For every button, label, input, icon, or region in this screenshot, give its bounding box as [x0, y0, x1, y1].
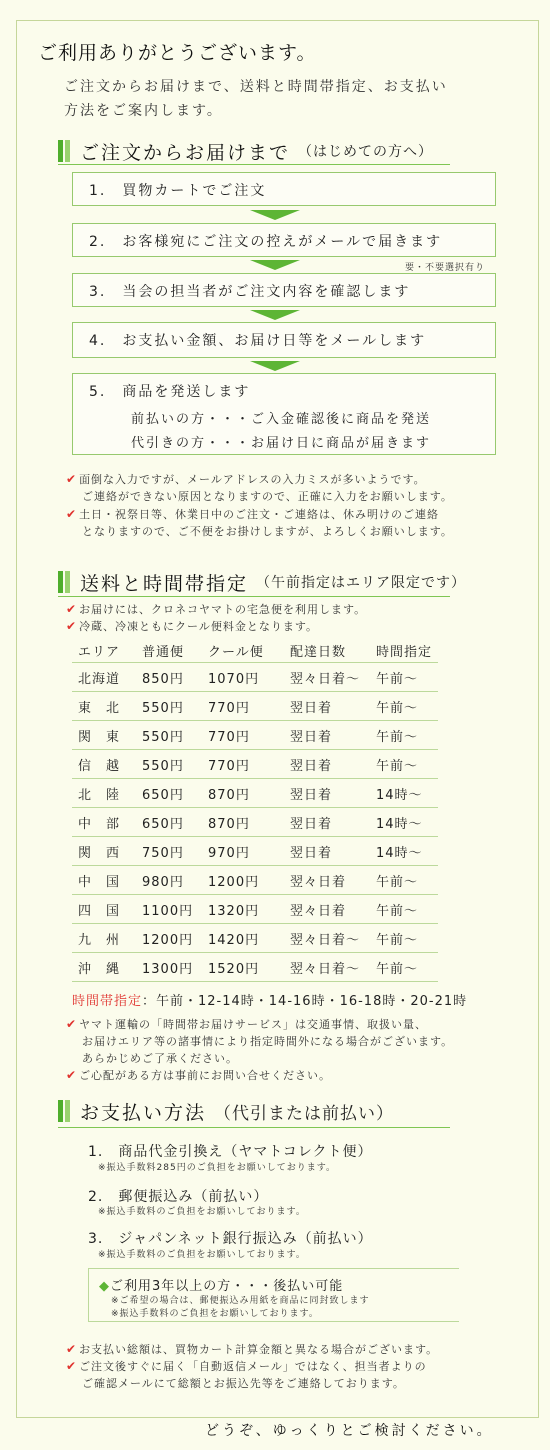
method-text: 郵便振込み（前払い） — [118, 1189, 269, 1205]
delivery-days-cell: 翌日着 — [290, 692, 376, 721]
note-line: 冷蔵、冷凍ともにクール便料金となります。 — [79, 620, 318, 633]
regular-fee-cell: 1200円 — [142, 924, 208, 953]
step-2-note: 要・不要選択有り — [405, 263, 486, 273]
method-text: ジャパンネット銀行振込み（前払い） — [118, 1231, 373, 1247]
divider — [58, 596, 450, 597]
check-icon: ✔ — [66, 619, 78, 633]
cool-fee-cell: 1520円 — [208, 953, 290, 982]
step-5-sub-1: 前払いの方・・・ご入金確認後に商品を発送 — [131, 412, 432, 427]
note-line: あらかじめご了承ください。 — [82, 1052, 238, 1065]
deferred-payment-box — [88, 1268, 459, 1322]
area-cell: 沖 縄 — [72, 953, 142, 982]
note-line: ご注文後すぐに届く「自動返信メール」ではなく、担当者よりの — [79, 1360, 427, 1373]
delivery-days-cell: 翌々日着〜 — [290, 924, 376, 953]
deferred-payment-title — [99, 1275, 343, 1294]
deferred-payment-note-2: ※振込手数料のご負担をお願いしております。 — [111, 1309, 319, 1319]
delivery-days-cell: 翌日着 — [290, 779, 376, 808]
time-slot-cell: 午前〜 — [376, 750, 438, 779]
table-row — [72, 721, 438, 750]
heading-bar-icon — [58, 140, 63, 162]
cool-fee-cell: 770円 — [208, 750, 290, 779]
note-line: ヤマト運輸の「時間帯お届けサービス」は交通事情、取扱い量、 — [79, 1018, 428, 1031]
regular-fee-cell: 1300円 — [142, 953, 208, 982]
area-cell: 中 部 — [72, 808, 142, 837]
regular-fee-cell: 750円 — [142, 837, 208, 866]
step-text: 当会の担当者がご注文内容を確認します — [122, 284, 411, 300]
intro-line-1: ご注文からお届けまで、送料と時間帯指定、お支払い — [64, 79, 448, 95]
heading-bar-icon — [58, 571, 63, 593]
method-text: 商品代金引換え（ヤマトコレクト便） — [118, 1144, 373, 1160]
down-arrow-icon — [250, 210, 300, 220]
step-text: 買物カートでご注文 — [122, 183, 267, 199]
shipping-rates-table — [72, 638, 438, 982]
delivery-days-cell: 翌日着 — [290, 808, 376, 837]
step-number: 2. — [89, 234, 107, 250]
time-slot-cell: 午前〜 — [376, 924, 438, 953]
section-order-heading — [58, 139, 433, 163]
regular-fee-cell: 650円 — [142, 779, 208, 808]
check-icon: ✔ — [66, 1342, 78, 1356]
column-header-days: 配達日数 — [290, 638, 376, 663]
table-row — [72, 953, 438, 982]
time-slot-cell: 14時〜 — [376, 837, 438, 866]
step-text: お支払い金額、お届け日等をメールします — [122, 333, 427, 349]
note-line: ご心配がある方は事前にお問い合せください。 — [79, 1069, 332, 1082]
delivery-days-cell: 翌々日着 — [290, 895, 376, 924]
note-line: お届けエリア等の諸事情により指定時間外になる場合がございます。 — [82, 1035, 454, 1048]
payment-method-1-note: ※振込手数料285円のご負担をお願いしております。 — [98, 1163, 337, 1173]
step-3 — [72, 273, 496, 307]
area-cell: 北 陸 — [72, 779, 142, 808]
time-slot-cell: 午前〜 — [376, 692, 438, 721]
table-row — [72, 866, 438, 895]
shipping-notes-bottom — [66, 1016, 453, 1084]
cool-fee-cell: 1420円 — [208, 924, 290, 953]
payment-method-2-note: ※振込手数料のご負担をお願いしております。 — [98, 1207, 306, 1217]
section-order-subtitle: （はじめての方へ） — [298, 144, 434, 160]
delivery-days-cell: 翌々日着〜 — [290, 663, 376, 692]
regular-fee-cell: 550円 — [142, 692, 208, 721]
divider — [58, 1127, 450, 1128]
regular-fee-cell: 850円 — [142, 663, 208, 692]
down-arrow-icon — [250, 310, 300, 320]
time-slot-cell: 14時〜 — [376, 779, 438, 808]
check-icon: ✔ — [66, 1359, 78, 1373]
note-holiday — [66, 506, 453, 540]
delivery-days-cell: 翌々日着 — [290, 866, 376, 895]
table-row — [72, 692, 438, 721]
step-number: 4. — [89, 333, 107, 349]
method-number: 2. — [88, 1189, 104, 1205]
column-header-time: 時間指定 — [376, 638, 438, 663]
step-text: お客様宛にご注文の控えがメールで届きます — [122, 234, 443, 250]
payment-method-3-note: ※振込手数料のご負担をお願いしております。 — [98, 1250, 306, 1260]
column-header-regular: 普通便 — [142, 638, 208, 663]
closing-message: どうぞ、ゆっくりとご検討ください。 — [205, 1423, 494, 1439]
regular-fee-cell: 650円 — [142, 808, 208, 837]
section-shipping-title: 送料と時間帯指定 — [80, 572, 249, 595]
regular-fee-cell: 550円 — [142, 750, 208, 779]
column-header-cool: クール便 — [208, 638, 290, 663]
step-4 — [72, 322, 496, 358]
time-slot-cell: 午前〜 — [376, 953, 438, 982]
column-header-area: エリア — [72, 638, 142, 663]
cool-fee-cell: 770円 — [208, 721, 290, 750]
cool-fee-cell: 870円 — [208, 779, 290, 808]
heading-bar-icon — [65, 1100, 70, 1122]
step-text: 商品を発送します — [122, 384, 251, 400]
step-5-sub-2: 代引きの方・・・お届け日に商品が届きます — [131, 436, 432, 451]
step-1 — [72, 172, 496, 206]
table-row — [72, 808, 438, 837]
payment-method-1 — [88, 1141, 373, 1161]
area-cell: 北海道 — [72, 663, 142, 692]
method-number: 3. — [88, 1231, 104, 1247]
table-row — [72, 924, 438, 953]
payment-notes — [66, 1341, 438, 1392]
section-order-title: ご注文からお届けまで — [80, 141, 291, 164]
time-slot-cell: 午前〜 — [376, 663, 438, 692]
delivery-days-cell: 翌日着 — [290, 721, 376, 750]
delivery-days-cell: 翌々日着〜 — [290, 953, 376, 982]
table-row — [72, 750, 438, 779]
step-number: 5. — [89, 384, 107, 400]
regular-fee-cell: 980円 — [142, 866, 208, 895]
note-line: ご確認メールにて総額とお振込先等をご連絡しております。 — [82, 1377, 405, 1390]
area-cell: 東 北 — [72, 692, 142, 721]
diamond-icon: ◆ — [99, 1279, 110, 1294]
section-shipping-heading — [58, 570, 466, 594]
down-arrow-icon — [250, 260, 300, 270]
section-payment-title: お支払い方法 — [80, 1101, 207, 1124]
cool-fee-cell: 770円 — [208, 692, 290, 721]
divider — [58, 164, 450, 165]
table-header-row — [72, 638, 438, 663]
check-icon: ✔ — [66, 472, 78, 486]
time-slot-label: 時間帯指定 — [72, 994, 143, 1009]
step-number: 3. — [89, 284, 107, 300]
note-line: お届けには、クロネコヤマトの宅急便を利用します。 — [79, 603, 367, 616]
time-slot-cell: 14時〜 — [376, 808, 438, 837]
note-line: となりますので、ご不便をお掛けしますが、よろしくお願いします。 — [82, 525, 453, 538]
step-2 — [72, 223, 496, 257]
check-icon: ✔ — [66, 1017, 78, 1031]
table-row — [72, 779, 438, 808]
time-slot-cell: 午前〜 — [376, 866, 438, 895]
deferred-payment-text: ご利用3年以上の方・・・後払い可能 — [110, 1279, 344, 1294]
note-line: お支払い総額は、買物カート計算金額と異なる場合がございます。 — [79, 1343, 439, 1356]
method-number: 1. — [88, 1144, 104, 1160]
area-cell: 中 国 — [72, 866, 142, 895]
area-cell: 関 西 — [72, 837, 142, 866]
check-icon: ✔ — [66, 602, 78, 616]
area-cell: 九 州 — [72, 924, 142, 953]
time-slot-cell: 午前〜 — [376, 721, 438, 750]
area-cell: 四 国 — [72, 895, 142, 924]
heading-bar-icon — [65, 571, 70, 593]
area-cell: 信 越 — [72, 750, 142, 779]
cool-fee-cell: 970円 — [208, 837, 290, 866]
deferred-payment-note-1: ※ご希望の場合は、郵便振込み用紙を商品に同封致します — [111, 1296, 370, 1306]
table-row — [72, 895, 438, 924]
delivery-days-cell: 翌日着 — [290, 750, 376, 779]
section-shipping-subtitle: （午前指定はエリア限定です） — [256, 575, 467, 591]
area-cell: 関 東 — [72, 721, 142, 750]
payment-method-2 — [88, 1186, 268, 1206]
cool-fee-cell: 1200円 — [208, 866, 290, 895]
note-line: 土日・祝祭日等、休業日中のご注文・ご連絡は、休み明けのご連絡 — [79, 508, 440, 521]
heading-bar-icon — [58, 1100, 63, 1122]
note-line: 面倒な入力ですが、メールアドレスの入力ミスが多いようです。 — [79, 473, 426, 486]
section-payment-subtitle: （代引または前払い） — [214, 1103, 395, 1124]
section-payment-heading — [58, 1099, 394, 1123]
time-slot-line — [72, 990, 467, 1009]
check-icon: ✔ — [66, 1068, 78, 1082]
note-line: ご連絡ができない原因となりますので、正確に入力をお願いします。 — [82, 490, 453, 503]
intro-line-2: 方法をご案内します。 — [64, 103, 223, 119]
step-5 — [72, 373, 496, 455]
cool-fee-cell: 1070円 — [208, 663, 290, 692]
time-slot-cell: 午前〜 — [376, 895, 438, 924]
table-row — [72, 663, 438, 692]
delivery-days-cell: 翌日着 — [290, 837, 376, 866]
payment-method-3 — [88, 1228, 373, 1248]
regular-fee-cell: 1100円 — [142, 895, 208, 924]
table-row — [72, 837, 438, 866]
down-arrow-icon — [250, 361, 300, 371]
regular-fee-cell: 550円 — [142, 721, 208, 750]
time-slot-text: ：午前・12-14時・14-16時・16-18時・20-21時 — [142, 994, 468, 1009]
cool-fee-cell: 870円 — [208, 808, 290, 837]
cool-fee-cell: 1320円 — [208, 895, 290, 924]
page-title: ご利用ありがとうございます。 — [38, 42, 317, 64]
step-number: 1. — [89, 183, 107, 199]
check-icon: ✔ — [66, 507, 78, 521]
shipping-notes-top — [66, 601, 366, 635]
note-email — [66, 471, 453, 505]
heading-bar-icon — [65, 140, 70, 162]
